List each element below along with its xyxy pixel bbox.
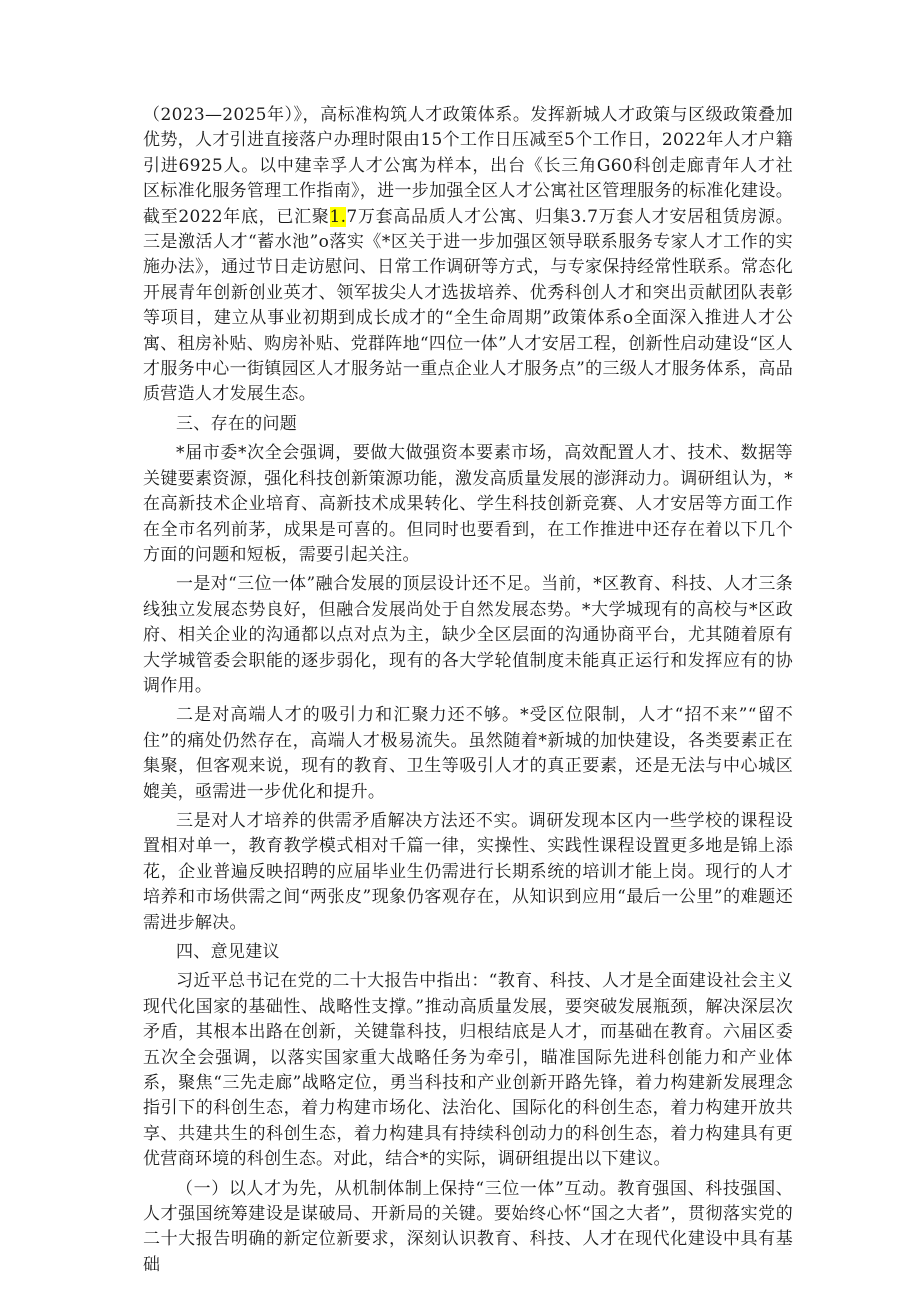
paragraph-problems-intro: *届市委*次全会强调，要做大做强资本要素市场，高效配置人才、技术、数据等关键要素资源，强化科技创新策源功能，激发高质量发展的澎湃动力。调研组认为，*在高新技术企业培育、高新技术成果转化、学生科技创新竞赛、人才安居等方面工作在全市名列前茅，成果是可喜的。但同时也要看到，在工作推进中还存在着以下几个方面的问题和短板，需要引起关注。 [143, 443, 793, 565]
paragraph-talent-policy-part2: 7万套高品质人才公寓、归集3.7万套人才安居租赁房源。三是激活人才“蓄水池”o落实《*区关于进一步加强区领导联系服务专家人才工作的实施办法》，通过节日走访慰问、日常工作调研等方式，与专家保持经常性联系。常态化开展青年创新创业英才、领军拔尖人才选拔培养、优秀科创人才和突出贡献团队表彰等项目，建立从事业初期到成长成才的“全生命周期”政策体系o全面深入推进人才公寓、租房补贴、购房补贴、党群阵地“四位一体”人才安居工程，创新性启动建设“区人才服务中心一街镇园区人才服务站一重点企业人才服务点”的三级人才服务体系，高品质营造人才发展生态。 [143, 206, 793, 405]
paragraph-problem-three: 三是对人才培养的供需矛盾解决方法还不实。调研发现本区内一些学校的课程设置相对单一，教育教学模式相对千篇一律，实操性、实践性课程设置更多地是锦上添花，企业普遍反映招聘的应届毕业生仍需进行长期系统的培训才能上岗。现行的人才培养和市场供需之间“两张皮”现象仍客观存在，从知识到应用“最后一公里”的难题还需进步解决。 [143, 810, 793, 933]
document-page [143, 103, 793, 1278]
paragraph-talent-policy-part1: （2023—2025年）》，高标准构筑人才政策体系。发挥新城人才政策与区级政策叠加优势，人才引进直接落户办理时限由15个工作日压减至5个工作日，2022年人才户籍引进6925人。以中建幸孚人才公寓为样本，出台《长三角G60科创走廊青年人才社区标准化服务管理工作指南》，进一步加强全区人才公寓社区管理服务的标准化建设。截至2022年底，已汇聚 [143, 105, 793, 227]
paragraph-problem-two: 二是对高端人才的吸引力和汇聚力还不够。*受区位限制，人才“招不来”“留不住”的痛处仍然存在，高端人才极易流失。虽然随着*新城的加快建设，各类要素正在集聚，但客观来说，现有的教育、卫生等吸引人才的真正要素，还是无法与中心城区媲美，亟需进一步优化和提升。 [143, 705, 793, 802]
paragraph-problem-one: 一是对“三位一体”融合发展的顶层设计还不足。当前，*区教育、科技、人才三条线独立发展态势良好，但融合发展尚处于自然发展态势。*大学城现有的高校与*区政府、相关企业的沟通都以点对点为主，缺少全区层面的沟通协商平台，尤其随着原有大学城管委会职能的逐步弱化，现有的各大学轮值制度未能真正运行和发挥应有的协调作用。 [143, 574, 793, 696]
highlighted-text: 1. [329, 206, 347, 227]
paragraph-talent-policy [143, 103, 793, 408]
section-heading-problems: 三、存在的问题 [176, 413, 298, 434]
paragraph-suggestions-intro: 习近平总书记在党的二十大报告中指出：“教育、科技、人才是全面建设社会主义现代化国家的基础性、战略性支撑。”推动高质量发展，要突破发展瓶颈，解决深层次矛盾，其根本出路在创新，关键靠科技，归根结底是人才，而基础在教育。六届区委五次全会强调，以落实国家重大战略任务为牵引，瞄准国际先进科创能力和产业体系，聚焦“三先走廊”战略定位，勇当科技和产业创新开路先锋，着力构建新发展理念指引下的科创生态，着力构建市场化、法治化、国际化的科创生态，着力构建开放共享、共建共生的科创生态，着力构建具有持续科创动力的科创生态，着力构建具有更优营商环境的科创生态。对此，结合*的实际，调研组提出以下建议。 [143, 971, 793, 1170]
paragraph-suggestion-one: （一）以人才为先，从机制体制上保持“三位一体”互动。教育强国、科技强国、人才强国统筹建设是谋破局、开新局的关键。要始终心怀“国之大者”，贯彻落实党的二十大报告明确的新定位新要求，深刻认识教育、科技、人才在现代化建设中具有基础 [143, 1178, 793, 1275]
section-heading-suggestions: 四、意见建议 [176, 942, 280, 962]
